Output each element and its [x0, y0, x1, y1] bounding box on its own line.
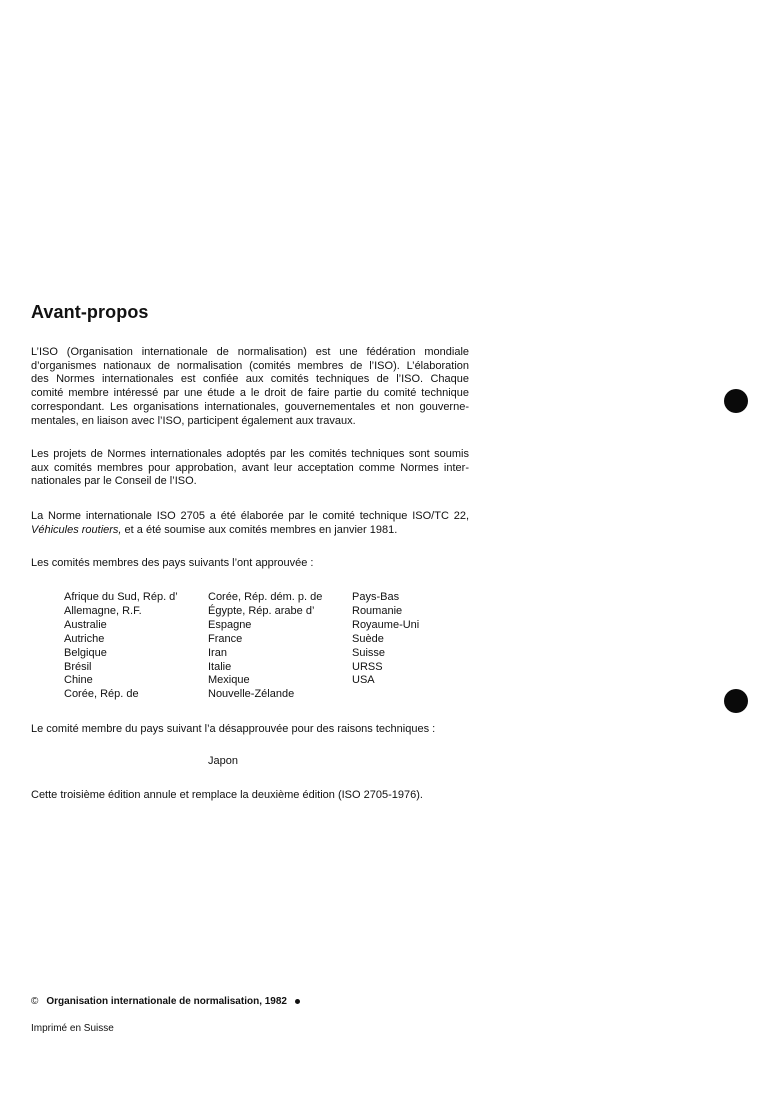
country-list-column-3: [352, 591, 419, 688]
bullet-dot: [295, 999, 300, 1004]
paragraph-line: mentales, en liaison avec l’ISO, participent également aux travaux.: [31, 414, 356, 427]
foreword-paragraph-iso: [31, 346, 469, 428]
paragraph-line: aux comités membres pour approbation, avant leur acceptation comme Normes inter-: [31, 461, 469, 474]
country-item: Chine: [64, 674, 93, 687]
country-item: Autriche: [64, 632, 105, 645]
country-item: Italie: [208, 660, 232, 673]
country-item: USA: [352, 674, 375, 687]
country-item: Royaume-Uni: [352, 618, 420, 631]
country-item: Afrique du Sud, Rép. d’: [64, 591, 178, 603]
committee-title: Véhicules routiers,: [31, 523, 122, 536]
country-item: Brésil: [64, 660, 92, 673]
paragraph-line: d’organismes nationaux de normalisation (comités membres de l’ISO). L’élaboration: [31, 359, 469, 372]
country-list-column-1: [64, 591, 178, 702]
country-item: Belgique: [64, 646, 107, 659]
copyright-symbol: ©: [31, 996, 39, 1007]
country-item: Iran: [208, 646, 227, 659]
paragraph-line: [31, 524, 469, 538]
disapproval-intro: Le comité membre du pays suivant l’a désapprouvée pour des raisons techniques :: [31, 723, 436, 735]
country-item: France: [208, 632, 243, 645]
foreword-paragraph-drafts: [31, 448, 469, 489]
country-list-column-2: [208, 591, 322, 702]
country-item: Allemagne, R.F.: [64, 604, 142, 617]
country-item: Suisse: [352, 646, 386, 659]
paragraph-line: L’ISO (Organisation internationale de normalisation) est une fédération mondiale: [31, 346, 469, 358]
country-item: Australie: [64, 618, 107, 631]
country-item: URSS: [352, 660, 383, 673]
copyright-text: Organisation internationale de normalisation, 1982: [46, 996, 287, 1007]
country-item: Nouvelle-Zélande: [208, 688, 295, 701]
foreword-paragraph-standard: [31, 510, 469, 537]
paragraph-line: Les projets de Normes internationales adoptés par les comités techniques sont soumis: [31, 448, 469, 460]
country-item: Corée, Rép. de: [64, 688, 139, 701]
punch-hole-icon: [724, 689, 748, 713]
disapproving-country: Japon: [208, 755, 238, 767]
approval-intro: Les comités membres des pays suivants l’ont approuvée :: [31, 557, 314, 569]
country-item: Roumanie: [352, 604, 403, 617]
country-item: Mexique: [208, 674, 250, 687]
country-item: Suède: [352, 632, 384, 645]
paragraph-line: des Normes internationales est confiée aux comités techniques de l’ISO. Chaque: [31, 373, 469, 386]
page-title: Avant-propos: [31, 302, 149, 322]
paragraph-line-rest: et a été soumise aux comités membres en janvier 1981.: [121, 523, 398, 536]
country-item: Pays-Bas: [352, 591, 400, 603]
paragraph-line: correspondant. Les organisations internationales, gouvernementales et non gouverne-: [31, 400, 469, 413]
punch-hole-icon: [724, 389, 748, 413]
edition-note: Cette troisième édition annule et remplace la deuxième édition (ISO 2705-1976).: [31, 789, 423, 801]
country-item: Corée, Rép. dém. p. de: [208, 591, 323, 603]
paragraph-line: comité membre intéressé par une étude a le droit de faire partie du comité technique: [31, 387, 469, 400]
paragraph-line: La Norme internationale ISO 2705 a été élaborée par le comité technique ISO/TC 22,: [31, 510, 469, 522]
copyright-line: [31, 996, 300, 1007]
printed-in: Imprimé en Suisse: [31, 1023, 114, 1034]
country-item: Espagne: [208, 618, 252, 631]
paragraph-line: nationales par le Conseil de l’ISO.: [31, 475, 197, 488]
country-item: Égypte, Rép. arabe d’: [208, 604, 315, 617]
